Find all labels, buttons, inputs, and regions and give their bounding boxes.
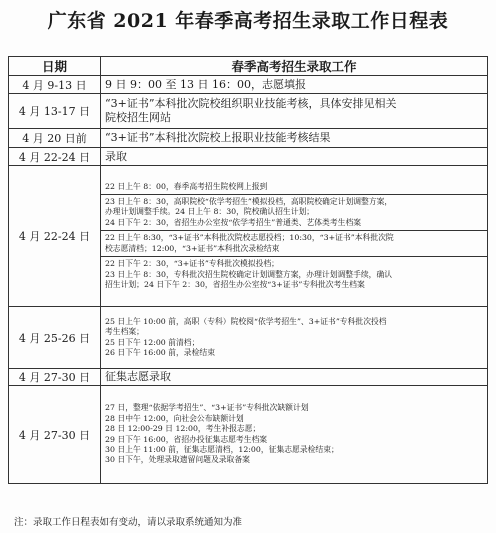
event-line: 26 日下午 16:00 前，录检结束 <box>105 347 215 357</box>
row-event <box>101 148 488 166</box>
event-line: 29 日下午 16:00，省招办投征集志愿考生档案 <box>105 434 268 444</box>
table-header-row <box>9 57 488 76</box>
table-row <box>9 94 488 129</box>
table-row <box>9 166 488 307</box>
row-date: 4 月 27-30 日 <box>9 386 101 484</box>
event-line: 9 日 9：00 至 13 日 16：00，志愿填报 <box>105 77 306 91</box>
event-line: 22 日上午 8：00，春季高考招生院校网上报到 <box>105 181 268 191</box>
event-line: 校志愿清档；12:00，“3+证书”本科批次录检结束 <box>105 243 280 253</box>
row-event <box>101 129 488 148</box>
footnote: 注：录取工作日程表如有变动，请以录取系统通知为准 <box>14 517 243 528</box>
table-row <box>9 148 488 166</box>
event-line: 24 日下午 2：30，省招生办公室按“依学考招生”普通类、艺体类考生档案 <box>105 217 362 227</box>
event-line: 院校招生网站 <box>105 111 171 124</box>
event-line: “3+证书”本科批次院校上报职业技能考核结果 <box>105 131 331 144</box>
event-line: 25 日下午 12:00 前清档； <box>105 337 200 347</box>
table-row <box>9 307 488 369</box>
event-line: 27 日，整理“依据学考招生”、“3+证书”专科批次缺额计划 <box>105 403 309 413</box>
row-date: 4 月 22-24 日 <box>9 166 101 307</box>
event-line: 30 日上午 11:00 前，征集志愿清档，12:00，征集志愿录检结束； <box>105 444 339 454</box>
event-line: 征集志愿录取 <box>105 370 171 383</box>
schedule-table <box>8 56 488 484</box>
row-event <box>101 94 488 129</box>
event-block <box>101 230 487 256</box>
event-line: 28 日中午 12:00，向社会公布缺额计划 <box>105 413 244 423</box>
event-line: 招生计划；24 日下午 2：30，省招生办公室按“3+证书”专科批次考生档案 <box>105 279 365 289</box>
table-row <box>9 386 488 484</box>
row-event <box>101 386 488 484</box>
row-date: 4 月 20 日前 <box>9 129 101 148</box>
row-event <box>101 307 488 369</box>
row-date: 4 月 9-13 日 <box>9 76 101 94</box>
event-line: 30 日下午，处理录取遗留问题及录取备案 <box>105 455 250 465</box>
event-line: 22 日下午 2：30，“3+证书”专科批次模拟投档； <box>105 259 279 269</box>
row-event <box>101 76 488 94</box>
row-event <box>101 369 488 386</box>
table-row <box>9 76 488 94</box>
page-title: 广东省 2021 年春季高考招生录取工作日程表 <box>47 10 449 32</box>
event-line: 办理计划调整手续。24 日上午 8：30，院校确认招生计划； <box>105 207 315 217</box>
row-date: 4 月 27-30 日 <box>9 369 101 386</box>
event-line: 23 日上午 8：30，专科批次招生院校确定计划调整方案，办理计划调整手续，确认 <box>105 269 393 279</box>
event-block <box>101 256 487 292</box>
row-event-blocks <box>101 166 488 307</box>
row-date: 4 月 13-17 日 <box>9 94 101 129</box>
event-line: 22 日上午 8:30，“3+证书”本科批次院校志愿投档；10:30，“3+证书”本科批次院 <box>105 233 394 243</box>
row-date: 4 月 25-26 日 <box>9 307 101 369</box>
header-event: 春季高考招生录取工作 <box>101 57 488 76</box>
event-line: 28 日 12:00-29 日 12:00，考生补报志愿； <box>105 424 261 434</box>
event-line: 考生档案； <box>105 327 144 337</box>
event-line: 25 日上午 10:00 前，高职（专科）院校阅“依学考招生”、3+证书”专科批次投档 <box>105 316 387 326</box>
event-line: 录取 <box>105 149 127 163</box>
event-block <box>101 194 487 230</box>
table-row <box>9 129 488 148</box>
row-date: 4 月 22-24 日 <box>9 148 101 166</box>
event-block <box>101 180 487 194</box>
table-row <box>9 369 488 386</box>
header-date: 日期 <box>9 57 101 76</box>
event-line: 23 日上午 8：30，高职院校“依学考招生”模拟投档，高职院校确定计划调整方案， <box>105 197 393 207</box>
event-line: “3+证书”本科批次院校组织职业技能考核，具体安排见相关 <box>105 97 397 110</box>
